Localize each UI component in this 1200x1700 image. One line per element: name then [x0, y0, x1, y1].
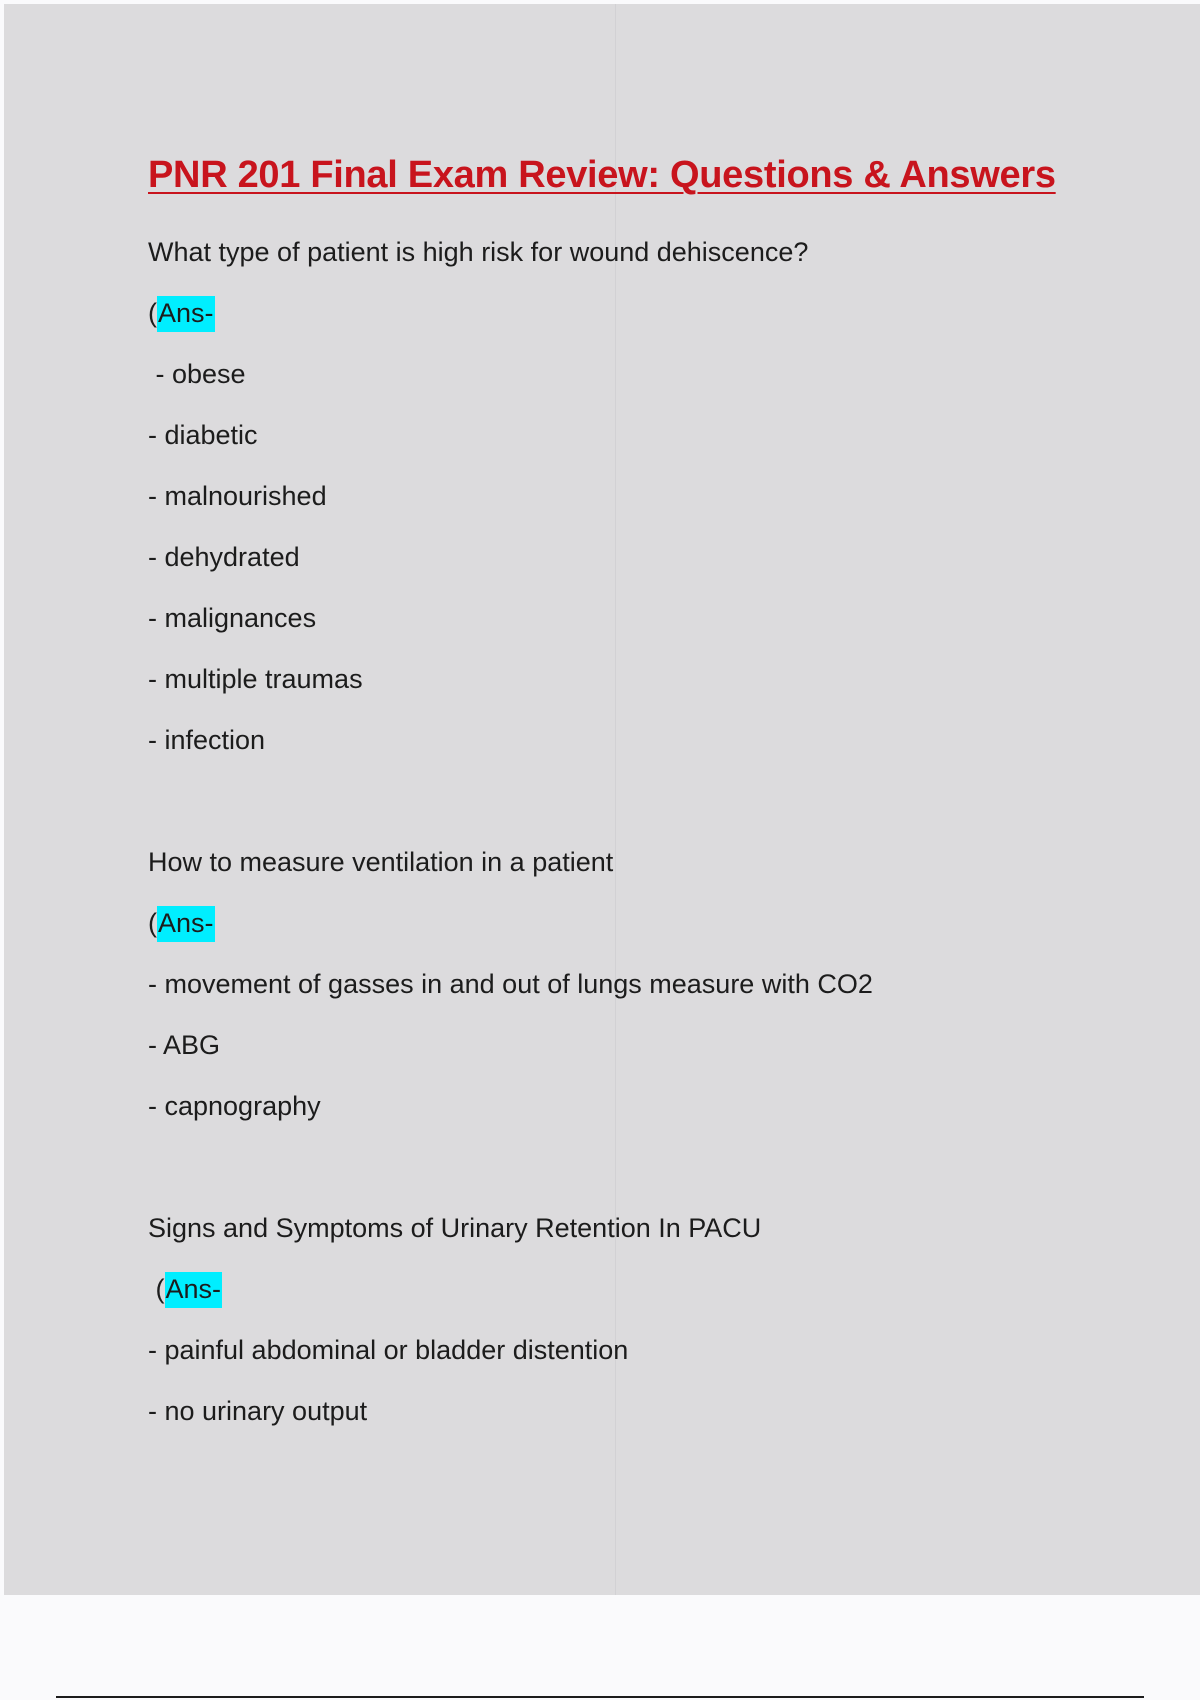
answer-item: - malnourished [148, 481, 327, 511]
answer-item: - no urinary output [148, 1396, 368, 1426]
question-text: Signs and Symptoms of Urinary Retention In PACU [148, 1213, 762, 1243]
answer-item: - diabetic [148, 420, 258, 450]
section-spacer [148, 1137, 1148, 1198]
answer-item: - dehydrated [148, 542, 300, 572]
answer-item: - movement of gasses in and out of lungs measure with CO2 [148, 969, 873, 999]
qa-section [148, 1198, 1148, 1442]
section-spacer [148, 771, 1148, 832]
qa-section [148, 832, 1148, 1137]
footer-divider [56, 1696, 1144, 1698]
answer-item: - ABG [148, 1030, 221, 1060]
document-title: PNR 201 Final Exam Review: Questions & Answers [148, 154, 1056, 196]
answer-item: - obese [148, 359, 246, 389]
answer-open-paren: ( [148, 298, 157, 328]
document-content [148, 150, 1148, 1442]
question-text: What type of patient is high risk for wound dehiscence? [148, 237, 809, 267]
answer-marker [148, 893, 1148, 954]
answer-item: - painful abdominal or bladder distention [148, 1335, 629, 1365]
answer-item: - malignances [148, 603, 317, 633]
qa-section [148, 222, 1148, 771]
answer-item: - capnography [148, 1091, 321, 1121]
answer-open-paren: ( [148, 1274, 165, 1304]
answer-item: - multiple traumas [148, 664, 363, 694]
answer-marker [148, 283, 1148, 344]
answer-item: - infection [148, 725, 266, 755]
answer-label-highlight: Ans- [157, 296, 215, 332]
answer-label-highlight: Ans- [157, 906, 215, 942]
answer-label-highlight: Ans- [165, 1272, 223, 1308]
question-text: How to measure ventilation in a patient [148, 847, 614, 877]
answer-marker [148, 1259, 1148, 1320]
answer-open-paren: ( [148, 908, 157, 938]
